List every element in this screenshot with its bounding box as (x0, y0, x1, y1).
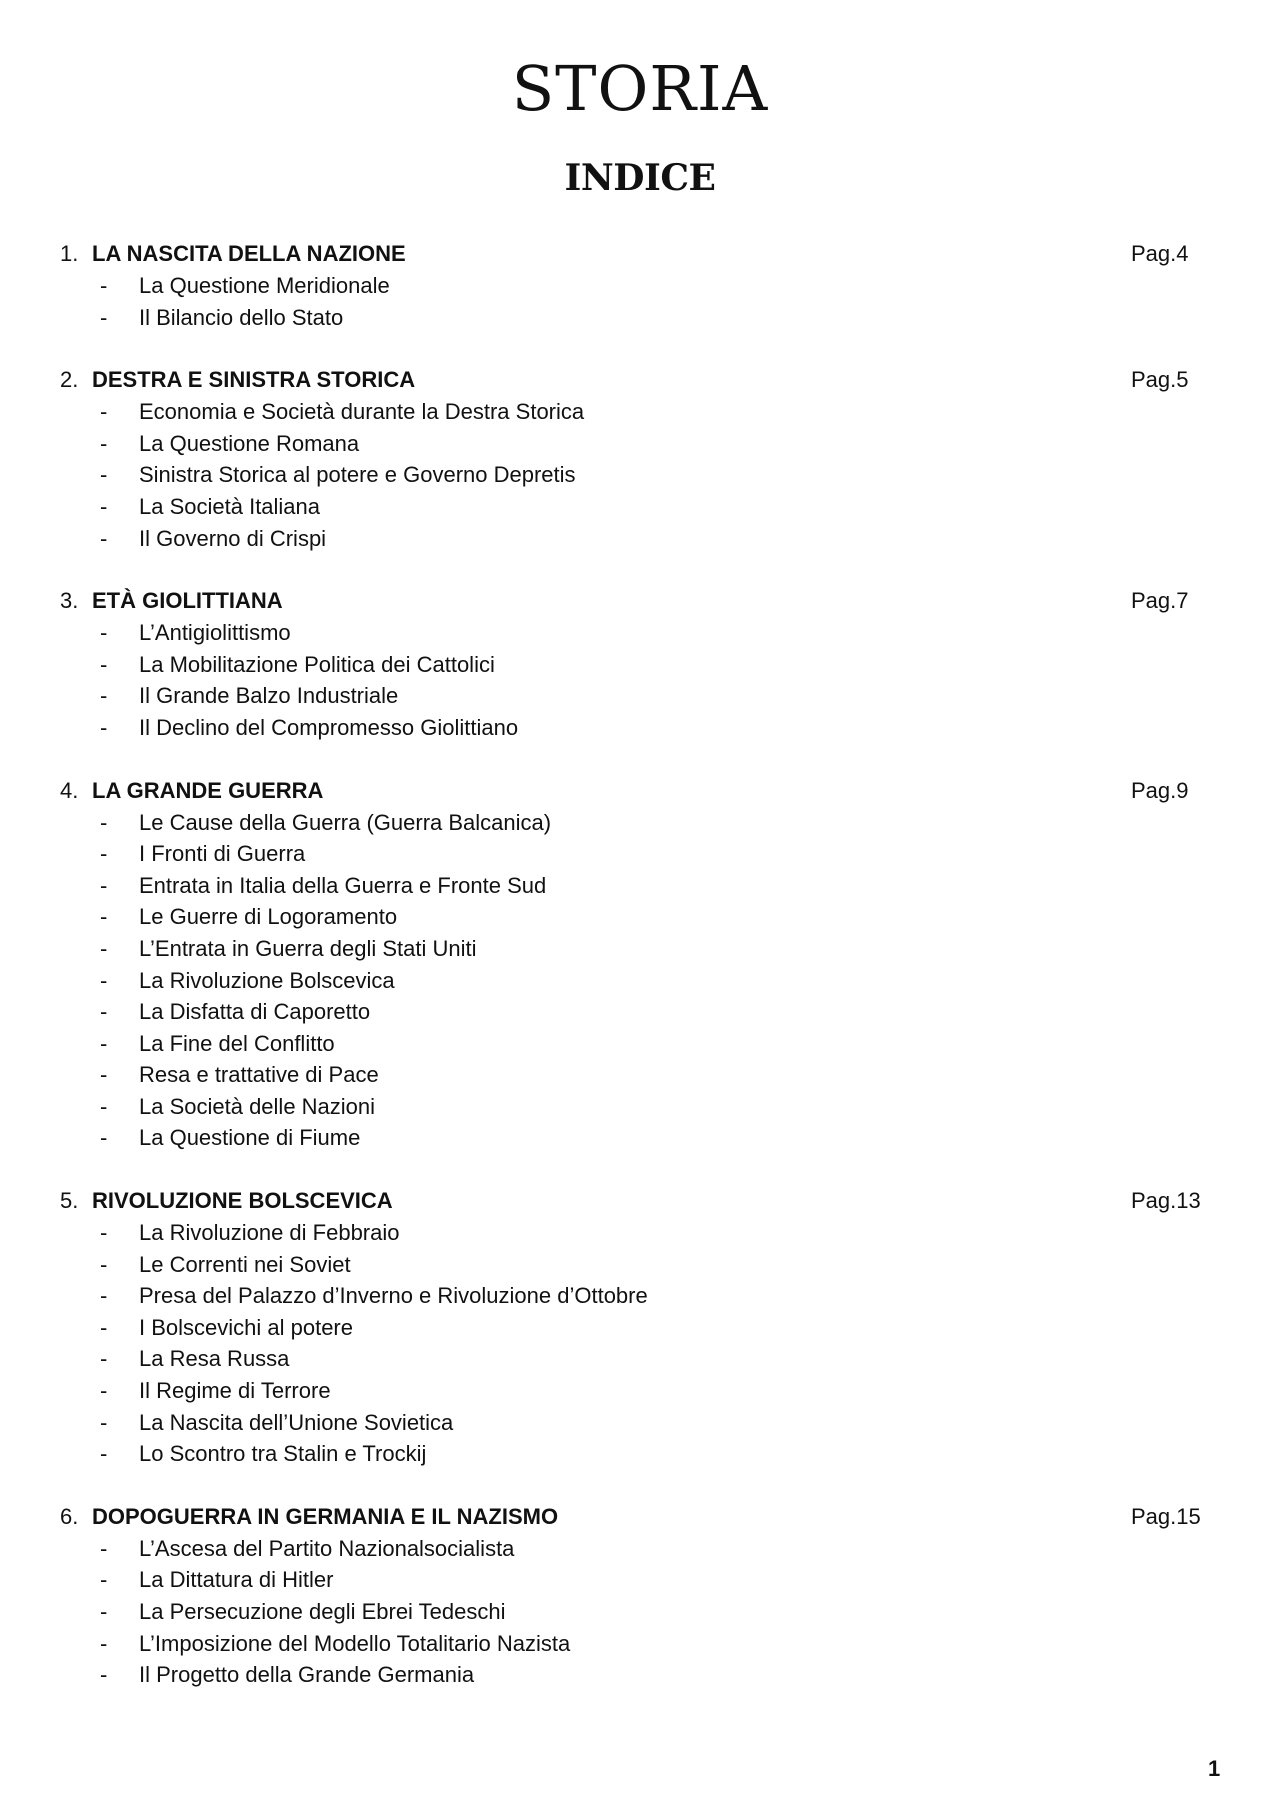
item-bullet-dash: - (100, 935, 108, 961)
item-text: Le Cause della Guerra (Guerra Balcanica) (139, 809, 552, 835)
section-title: RIVOLUZIONE BOLSCEVICA (92, 1188, 393, 1214)
item-bullet-dash: - (100, 1125, 108, 1151)
item-text: La Disfatta di Caporetto (139, 999, 371, 1025)
item-text: Sinistra Storica al potere e Governo Depretis (139, 462, 576, 488)
item-text: I Bolscevichi al potere (139, 1314, 353, 1340)
item-text: La Persecuzione degli Ebrei Tedeschi (139, 1599, 506, 1624)
item-bullet-dash: - (100, 967, 108, 993)
item-text: La Nascita dell’Unione Sovietica (139, 1409, 454, 1435)
item-bullet-dash: - (100, 1251, 108, 1277)
toc-section (0, 1185, 1280, 1470)
item-text: La Rivoluzione Bolscevica (139, 967, 395, 993)
item-text: La Società Italiana (139, 493, 321, 519)
item-bullet-dash: - (100, 1220, 108, 1246)
section-page-ref: Pag.13 (1131, 1188, 1201, 1214)
toc-section-header (0, 1501, 1280, 1533)
toc-item (0, 649, 1280, 681)
item-text: La Dittatura di Hitler (139, 1567, 334, 1593)
toc-item (0, 1564, 1280, 1596)
toc-item (0, 680, 1280, 712)
toc-section (0, 585, 1280, 743)
item-text: Resa e trattative di Pace (139, 1062, 379, 1088)
toc-item (0, 1217, 1280, 1249)
toc-item (0, 901, 1280, 933)
section-title: LA GRANDE GUERRA (92, 777, 324, 803)
item-bullet-dash: - (100, 1409, 108, 1435)
item-text: L’Imposizione del Modello Totalitario Nazista (139, 1630, 571, 1656)
toc-item (0, 1059, 1280, 1091)
toc-item (0, 523, 1280, 555)
toc-item (0, 1659, 1280, 1691)
section-title: ETÀ GIOLITTIANA (92, 588, 283, 614)
toc-item (0, 1091, 1280, 1123)
toc-item (0, 1407, 1280, 1439)
toc-section-header (0, 364, 1280, 396)
item-text: La Questione Meridionale (139, 273, 390, 298)
toc-section (0, 364, 1280, 554)
toc-item (0, 396, 1280, 428)
section-number: 2. (60, 367, 79, 393)
item-text: Le Guerre di Logoramento (139, 904, 398, 930)
toc-item (0, 491, 1280, 523)
toc-item (0, 1312, 1280, 1344)
toc-item (0, 870, 1280, 902)
toc-item (0, 302, 1280, 334)
toc-item (0, 270, 1280, 302)
item-bullet-dash: - (100, 1346, 108, 1372)
item-bullet-dash: - (100, 1030, 108, 1056)
toc-item (0, 712, 1280, 744)
item-text: Il Grande Balzo Industriale (139, 683, 399, 709)
toc-item (0, 996, 1280, 1028)
toc-item (0, 1028, 1280, 1060)
section-number: 5. (60, 1188, 79, 1214)
item-bullet-dash: - (100, 999, 108, 1025)
toc-item (0, 807, 1280, 839)
page-number: 1 (1208, 1756, 1221, 1781)
section-page-ref: Pag.5 (1131, 367, 1189, 393)
item-text: La Questione di Fiume (139, 1125, 361, 1151)
section-number: 3. (60, 588, 79, 614)
item-text: La Società delle Nazioni (139, 1093, 376, 1119)
item-text: L’Ascesa del Partito Nazionalsocialista (139, 1535, 515, 1561)
document-title: STORIA (511, 52, 769, 125)
item-text: L’Entrata in Guerra degli Stati Uniti (139, 935, 477, 961)
item-text: Il Regime di Terrore (139, 1378, 331, 1404)
toc-section-header (0, 238, 1280, 270)
item-text: La Questione Romana (139, 430, 360, 456)
toc-item (0, 1375, 1280, 1407)
item-text: Le Correnti nei Soviet (139, 1251, 351, 1277)
item-bullet-dash: - (100, 493, 108, 519)
section-page-ref: Pag.9 (1131, 777, 1189, 803)
item-bullet-dash: - (100, 399, 108, 425)
item-text: Il Governo di Crispi (139, 525, 327, 551)
toc-section-header (0, 1185, 1280, 1217)
item-bullet-dash: - (100, 1441, 108, 1467)
item-text: Il Declino del Compromesso Giolittiano (139, 714, 519, 740)
item-bullet-dash: - (100, 273, 108, 298)
item-bullet-dash: - (100, 430, 108, 456)
item-bullet-dash: - (100, 1599, 108, 1624)
table-of-contents (0, 238, 1280, 1722)
index-heading: INDICE (564, 157, 716, 199)
toc-item (0, 1343, 1280, 1375)
item-bullet-dash: - (100, 620, 108, 646)
item-bullet-dash: - (100, 841, 108, 867)
item-bullet-dash: - (100, 904, 108, 930)
item-text: La Fine del Conflitto (139, 1030, 335, 1056)
toc-item (0, 933, 1280, 965)
item-bullet-dash: - (100, 304, 108, 330)
item-bullet-dash: - (100, 1314, 108, 1340)
toc-item (0, 1628, 1280, 1660)
item-bullet-dash: - (100, 809, 108, 835)
toc-item (0, 617, 1280, 649)
item-bullet-dash: - (100, 1093, 108, 1119)
item-text: Entrata in Italia della Guerra e Fronte Sud (139, 872, 547, 898)
item-bullet-dash: - (100, 1378, 108, 1404)
item-bullet-dash: - (100, 651, 108, 677)
section-page-ref: Pag.7 (1131, 588, 1189, 614)
item-text: La Rivoluzione di Febbraio (139, 1220, 400, 1246)
toc-section (0, 775, 1280, 1155)
toc-item (0, 428, 1280, 460)
toc-item (0, 1249, 1280, 1281)
section-number: 1. (60, 241, 79, 266)
item-bullet-dash: - (100, 1630, 108, 1656)
item-text: Lo Scontro tra Stalin e Trockij (139, 1441, 427, 1467)
item-bullet-dash: - (100, 714, 108, 740)
item-bullet-dash: - (100, 683, 108, 709)
toc-item (0, 459, 1280, 491)
item-bullet-dash: - (100, 1662, 108, 1688)
item-text: La Mobilitazione Politica dei Cattolici (139, 651, 495, 677)
item-bullet-dash: - (100, 1535, 108, 1561)
item-text: Il Progetto della Grande Germania (139, 1662, 475, 1688)
item-bullet-dash: - (100, 1283, 108, 1309)
section-number: 6. (60, 1503, 79, 1529)
toc-item (0, 965, 1280, 997)
section-title: LA NASCITA DELLA NAZIONE (92, 241, 406, 266)
item-bullet-dash: - (100, 462, 108, 488)
item-text: Economia e Società durante la Destra Storica (139, 399, 585, 425)
item-bullet-dash: - (100, 872, 108, 898)
toc-item (0, 1533, 1280, 1565)
section-page-ref: Pag.4 (1131, 241, 1189, 266)
toc-item (0, 1280, 1280, 1312)
item-bullet-dash: - (100, 1567, 108, 1593)
section-number: 4. (60, 777, 79, 803)
item-text: L’Antigiolittismo (139, 620, 291, 646)
item-text: Presa del Palazzo d’Inverno e Rivoluzione d’Ottobre (139, 1283, 648, 1309)
item-text: La Resa Russa (139, 1346, 290, 1372)
section-title: DOPOGUERRA IN GERMANIA E IL NAZISMO (92, 1503, 559, 1529)
item-text: Il Bilancio dello Stato (139, 304, 344, 330)
toc-item (0, 1596, 1280, 1628)
item-bullet-dash: - (100, 1062, 108, 1088)
toc-item (0, 1122, 1280, 1154)
section-page-ref: Pag.15 (1131, 1503, 1201, 1529)
toc-section (0, 238, 1280, 333)
toc-item (0, 838, 1280, 870)
item-bullet-dash: - (100, 525, 108, 551)
section-title: DESTRA E SINISTRA STORICA (92, 367, 416, 393)
toc-section-header (0, 775, 1280, 807)
toc-item (0, 1438, 1280, 1470)
toc-section (0, 1501, 1280, 1691)
item-text: I Fronti di Guerra (139, 841, 306, 867)
toc-section-header (0, 585, 1280, 617)
